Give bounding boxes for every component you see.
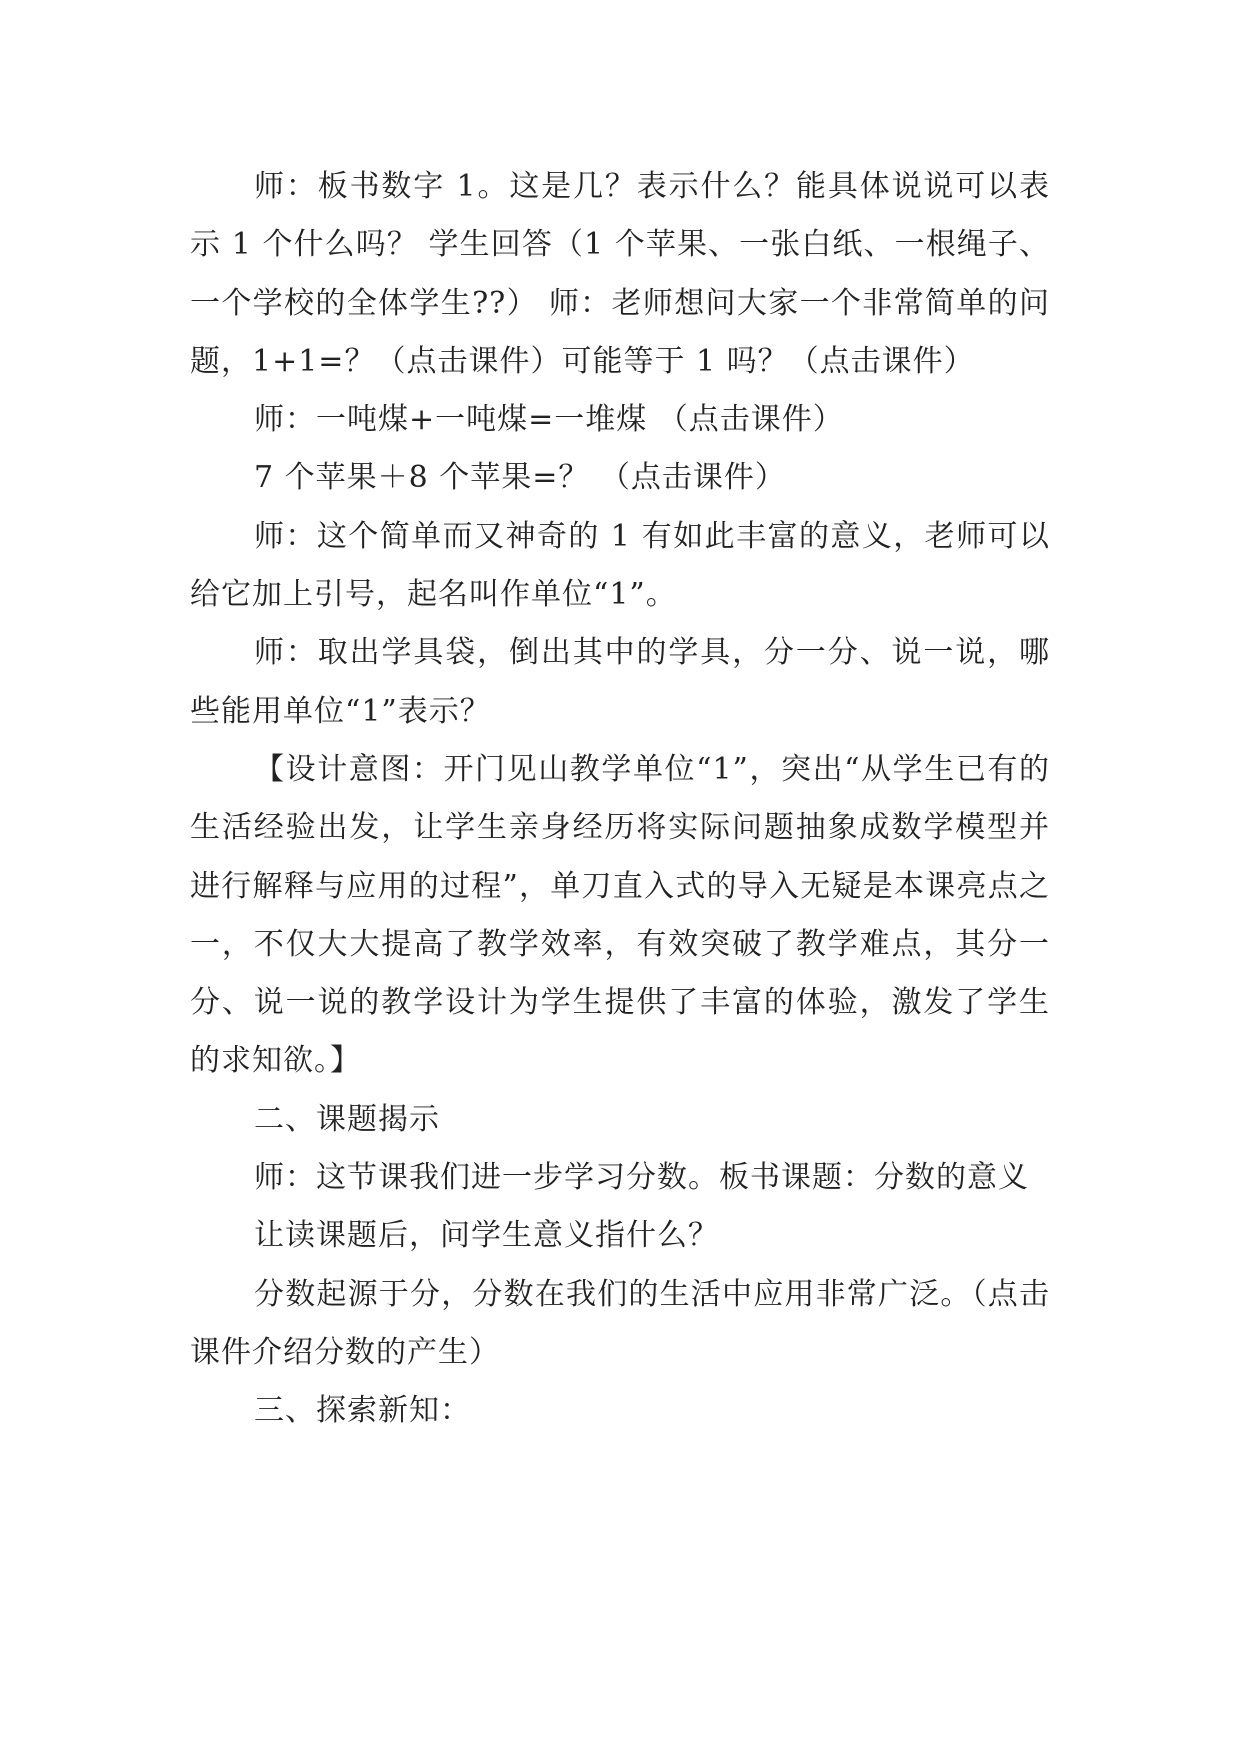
paragraph-fraction-origin: 分数起源于分，分数在我们的生活中应用非常广泛。（点击课件介绍分数的产生） <box>190 1276 1050 1370</box>
paragraph-lesson-title: 师：这节课我们进一步学习分数。板书课题：分数的意义 <box>254 1160 1029 1196</box>
paragraph-unit-one: 师：这个简单而又神奇的 1 有如此丰富的意义，老师可以给它加上引号，起名叫作单位“1”。 <box>190 518 1050 613</box>
paragraph-intro-number-one: 师：板书数字 1。这是几？表示什么？能具体说说可以表示 1 个什么吗？ 学生回答（1 个苹果、一张白纸、一根绳子、一个学校的全体学生??） 师：老师想问大家一个非常简单的问题，1+1=？（点击课件）可能等于 1 吗？（点击课件） <box>190 169 1050 379</box>
section-heading-topic-reveal: 二、课题揭示 <box>254 1101 440 1137</box>
document-body <box>190 158 1050 1441</box>
paragraph-apple-example: 7 个苹果＋8 个苹果=？ （点击课件） <box>254 460 786 496</box>
paragraph-learning-kit: 师：取出学具袋，倒出其中的学具，分一分、说一说，哪些能用单位“1”表示？ <box>190 635 1050 729</box>
paragraph-read-title: 让读课题后，问学生意义指什么？ <box>254 1218 719 1254</box>
paragraph-coal-example: 师：一吨煤+一吨煤=一堆煤 （点击课件） <box>254 402 844 438</box>
section-heading-explore: 三、探索新知： <box>254 1393 471 1429</box>
paragraph-design-intent: 【设计意图：开门见山教学单位“1”，突出“从学生已有的生活经验出发，让学生亲身经历将实际问题抽象成数学模型并进行解释与应用的过程”，单刀直入式的导入无疑是本课亮点之一，不仅大大提高了教学效率，有效突破了教学难点，其分一分、说一说的教学设计为学生提供了丰富的体验，激发了学生的求知欲。】 <box>190 751 1050 1079</box>
